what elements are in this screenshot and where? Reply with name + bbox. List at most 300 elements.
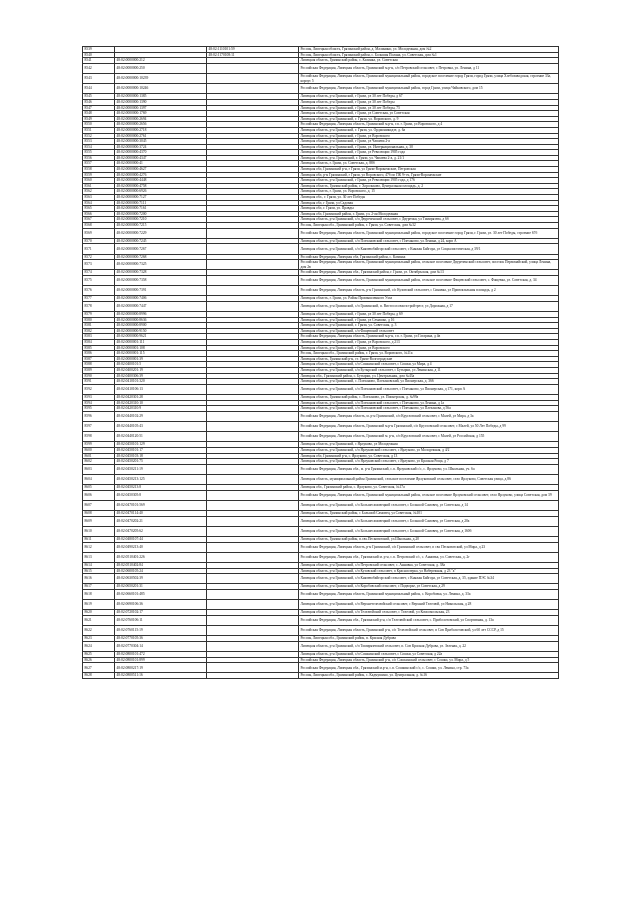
table-row [83, 626, 559, 636]
address-cell: Липецкая область, р-н Грязинский, с/п Коробовский сельсовет, с Подворье, ул Советская, д 29 [299, 584, 559, 590]
row-number-cell: 8613 [83, 552, 115, 562]
cadastral-number-cell: 48:02:0690106:36 [115, 600, 207, 610]
address-cell: Липецкая область, р-н Грязинский, с/п Плехановский сельсовет, с Плеханово, ул Плеханова, д 56а [299, 406, 559, 412]
table-row [83, 641, 559, 651]
row-number-cell: 8620 [83, 610, 115, 616]
cadastral-number-cell: 48:02:0000000:7328 [115, 270, 207, 276]
table-row [83, 615, 559, 625]
row-number-cell: 8627 [83, 663, 115, 673]
cadastral-number-cell: 48:02:0000000:9621 [115, 334, 207, 340]
address-cell: Липецкая область, г. Грязи, ул. Советская, д. 88б [299, 161, 559, 167]
cadastral-number-cell: 48:02:0470202:21 [115, 516, 207, 526]
address-cell: Липецкая область, р-н Грязинский, г Грязи, ул Революции 1905 года [299, 150, 559, 156]
table-row [83, 500, 559, 510]
cadastral-number-cell: 48:02:0410101:320 [115, 379, 207, 385]
row-number-cell: 8616 [83, 574, 115, 584]
row-number-cell: 8586 [83, 351, 115, 357]
cadastral-number-cell: 48:02:0470101:569 [115, 500, 207, 510]
cadastral-number-2-cell [207, 516, 299, 526]
table-row [83, 260, 559, 270]
address-cell: Российская Федерация, Липецкая область, р-н Грязинский, с/п Кузовский сельсовет, с Синявка, ул Привокзальная площадь, д 2 [299, 286, 559, 296]
cadastral-number-cell: 48:02:0000000:7215 [115, 223, 207, 229]
address-cell: Липецкая область, р-н Грязинский, с/п Большесамовецкий сельсовет, с Большой Самовец, ул Советская, д 20а [299, 516, 559, 526]
cadastral-number-cell: 48:02:0000000:7268 [115, 254, 207, 260]
cadastral-number-cell: 48:02:0000000:7447 [115, 301, 207, 311]
cadastral-number-cell: 48:02:0800101:899 [115, 657, 207, 663]
row-number-cell: 8566 [83, 211, 115, 217]
cadastral-number-cell: 48:02:0000000:250 [115, 63, 207, 73]
cadastral-number-cell: 48:02:0000000:7229 [115, 228, 207, 238]
row-number-cell: 8560 [83, 178, 115, 184]
cadastral-number-cell: 48:02:0000000:1385 [115, 94, 207, 100]
row-number-cell: 8598 [83, 432, 115, 442]
address-cell: Российская Федерация, Липецкая обл, Грязинский район, с. Казинка [299, 254, 559, 260]
address-cell: Липецкая область, р-н Грязинский, г Грязи, ул 30 лет Победы, д 67 [299, 94, 559, 100]
address-cell: Российская Федерация, Липецкая обл., м. р-н Грязинский, с.п. Ярлуковский с/с, с. Ярлуково, ул. Школьная, уч. 6а [299, 464, 559, 474]
table-row [83, 432, 559, 442]
cadastral-number-cell: 48:02:0450201:75 [115, 459, 207, 465]
cadastral-number-cell: 48:02:0440120:51 [115, 432, 207, 442]
address-cell: Липецкая область, р-н Грязинский, с/п Тимирязевский сельсовет, п. Сов Красная Дубрава, ул. Зеленая, д. 22 [299, 641, 559, 651]
row-number-cell: 8542 [83, 63, 115, 73]
cadastral-number-2-cell [207, 260, 299, 270]
table-row [83, 600, 559, 610]
cadastral-number-cell: 48:02:0510401:226 [115, 552, 207, 562]
row-number-cell: 8592 [83, 384, 115, 394]
cadastral-number-2-cell [207, 589, 299, 599]
address-cell: Липецкая обл., г. Грязи, ул. 30 лет Победы [299, 195, 559, 201]
cadastral-number-2-cell [207, 600, 299, 610]
table-body [83, 47, 559, 679]
row-number-cell: 8544 [83, 84, 115, 94]
row-number-cell: 8611 [83, 537, 115, 543]
row-number-cell: 8549 [83, 116, 115, 122]
address-cell: Липецкая область, р-н Грязинский, с/п Князевобайгорский сельсовет, с Княжая Байгора, ул Советская, д. 35, здание ПЭС №34 [299, 574, 559, 584]
row-number-cell: 8579 [83, 312, 115, 318]
cadastral-number-cell: 48:02:0490213:40 [115, 542, 207, 552]
cadastral-number-2-cell [207, 615, 299, 625]
address-cell: Липецкая обл., Грязинский район, с. Ярлуково, ул. Советская, №17а [299, 485, 559, 491]
address-cell: Липецкая область, р-н Грязинский, с/п Большесамовецкий сельсовет, с Большой Самовец, ул Советская, д 14 [299, 500, 559, 510]
cadastral-number-cell: 48:02:0400101:5 [115, 362, 207, 368]
row-number-cell: 8615 [83, 568, 115, 574]
cadastral-number-cell: 48:02:0450211:19 [115, 464, 207, 474]
cadastral-number-cell: 48:02:0000000:1390 [115, 99, 207, 105]
address-cell: Липецкая область, р-н Грязинский, г Грязи, ул 30 лет Победы, д 69 [299, 312, 559, 318]
row-number-cell: 8621 [83, 615, 115, 625]
cadastral-number-2-cell [207, 286, 299, 296]
address-cell: Российская Федерация, Липецкая обл., Грязинский р-н, с/п Телелюйский сельсовет, с. Приболотовский, ул Спортивная, д. 13а [299, 615, 559, 625]
row-number-cell: 8548 [83, 111, 115, 117]
cadastral-number-cell: 48:02:0770105:36 [115, 636, 207, 642]
address-cell: Российская Федерация, Липецкая область, Грязинский муниципальный район, городское поселение город Грязи, г. Грязи, ул. 30 лет Победы, строение 67б [299, 228, 559, 238]
row-number-cell: 8610 [83, 526, 115, 536]
cadastral-number-cell: 48:02:0510402:84 [115, 563, 207, 569]
row-number-cell: 8575 [83, 275, 115, 285]
address-cell: Российская Федерация, Липецкая область, Грязинский муниципальный район, сельское поселение Ярлуковский сельсовет, село Ярлуково, улица Советская, дом 39 [299, 490, 559, 500]
address-cell: Россия, Липецкая область, Грязинский район, д. Малинино, ул. Молодежная, дом №2 [299, 47, 559, 53]
cadastral-number-cell: 48:02:0000000:2656 [115, 122, 207, 128]
address-cell: Липецкая область, р-н Грязинский, с/п Ярлуковский сельсовет, с Ярлуково, ул Молодежная, д 4/2 [299, 447, 559, 453]
address-cell: Липецкая область, Грязинский район, с Большой Самовец, ул Советская, №101 [299, 511, 559, 517]
cadastral-number-cell: 48:02:0630502:39 [115, 574, 207, 584]
row-number-cell: 8622 [83, 626, 115, 636]
address-cell: Российская Федерация, Липецкая область, Грязинский муниципальный район, с. Коробовка, ул. Ленина, д. 33а [299, 589, 559, 599]
row-number-cell: 8601 [83, 453, 115, 459]
row-number-cell: 8567 [83, 217, 115, 223]
cadastral-number-cell: 48:02:0000000:7406 [115, 296, 207, 302]
row-number-cell: 8559 [83, 172, 115, 178]
address-cell: Липецкая обл, Грязинский р-н, г Грязи, ул Грязи-Воронежские, Петровская [299, 167, 559, 173]
row-number-cell: 8573 [83, 260, 115, 270]
cadastral-number-cell: 48:02:0440102:29 [115, 411, 207, 421]
cadastral-number-2-cell [207, 641, 299, 651]
cadastral-number-2-cell [207, 432, 299, 442]
cadastral-number-cell: 48:02:0000000:2694 [115, 116, 207, 122]
cadastral-number-cell: 48:02:0000000:7161 [115, 206, 207, 212]
address-cell: Липецкая область, р-н Грязинский, с/п Большесамовецкий сельсовет, с Большой Самовец, ул Советская, д 160б [299, 526, 559, 536]
cadastral-number-cell: 48:02:0000000:4627 [115, 167, 207, 173]
address-cell: Липецкая область, р-н Грязинский, с/п Грязинский, п. Вистососовхозстройтрест, ул Дорожная, д 17 [299, 301, 559, 311]
address-cell: Липецкая область, р-н Грязинский, с/п Верхнетелелюйский сельсовет, с Верхний Телелюй, ул Никольская, д 28 [299, 600, 559, 610]
cadastral-number-cell: 48:02:0000001:39 [115, 356, 207, 362]
table-row [83, 63, 559, 73]
cadastral-number-cell: 48:02:0000000:7127 [115, 195, 207, 201]
cadastral-number-cell: 48:02:0470114:40 [115, 511, 207, 517]
row-number-cell: 8562 [83, 189, 115, 195]
cadastral-number-cell: 48:02:0440105:43 [115, 421, 207, 431]
row-number-cell: 8617 [83, 584, 115, 590]
address-cell: Российская Федерация, Липецкая область, Грязинский м.р-н, г.п. г. Грязи, ул Гагарина, д 4в [299, 334, 559, 340]
cadastral-number-2-cell [207, 673, 299, 679]
cadastral-number-cell: 48:02:0000000:10246 [115, 84, 207, 94]
cadastral-number-cell: 48:02:0450213:8 [115, 485, 207, 491]
cadastral-number-cell: 48:02:0000000:7358 [115, 275, 207, 285]
address-cell: Липецкая область, р-н Грязинский, с Ярлуково, ул Молодежная [299, 442, 559, 448]
cadastral-number-cell: 48:02:0000000:4758 [115, 183, 207, 189]
address-cell: Российская Федерация, Липецкая обл., Грязинский м.р-н, с.п. Сошкинский с/с, с. Сошки, ул. Ленина, стр. 73а [299, 663, 559, 673]
address-cell: Липецкая обл, Грязинский р-н, с. Ярлуково, ул. Советская, д 13 [299, 453, 559, 459]
row-number-cell: 8583 [83, 334, 115, 340]
row-number-cell: 8603 [83, 464, 115, 474]
cadastral-number-cell: 48:02:0450213:125 [115, 474, 207, 484]
cadastral-number-2-cell [207, 63, 299, 73]
row-number-cell: 8599 [83, 442, 115, 448]
address-cell: Россия, Липецкая обл., Грязинский район, п. Красная Дубрава [299, 636, 559, 642]
row-number-cell: 8593 [83, 395, 115, 401]
cadastral-number-cell: 48:02:0650201:31 [115, 584, 207, 590]
row-number-cell: 8576 [83, 286, 115, 296]
row-number-cell: 8595 [83, 406, 115, 412]
row-number-cell: 8555 [83, 150, 115, 156]
row-number-cell: 8596 [83, 411, 115, 421]
address-cell: Липецкая область, Грязинский район, с. Казинка, ул. Советская [299, 58, 559, 64]
address-cell: Липецкая область, г. Грязи, ул. Район Промышленного Узла [299, 296, 559, 302]
address-cell: Липецкая область, р-н Грязинский, с/п Ярлуковский сельсовет, с Ярлуково, ул Красная Роща, д 7 [299, 459, 559, 465]
cadastral-number-2-cell [207, 84, 299, 94]
row-number-cell: 8571 [83, 244, 115, 254]
cadastral-number-cell: 48:02:0000000:3045 [115, 139, 207, 145]
address-cell: Россия, Липецкая обл., Грязинский район, г. Грязи, ул. Советская, дом №32 [299, 223, 559, 229]
cadastral-number-cell: 48:02:0000000:7391 [115, 286, 207, 296]
row-number-cell: 8588 [83, 362, 115, 368]
table-row [83, 526, 559, 536]
cadastral-number-cell: 48:02:0000000:9150 [115, 328, 207, 334]
address-cell: Липецкая обл, г Грязи, ул Садовая [299, 200, 559, 206]
cadastral-number-cell: 48:02:0000000:3724 [115, 144, 207, 150]
address-cell: Липецкая область, р-н Грязинский, г Грязи, ул Воровского, д 213 [299, 340, 559, 346]
row-number-cell: 8612 [83, 542, 115, 552]
row-number-cell: 8619 [83, 600, 115, 610]
table-row [83, 73, 559, 83]
row-number-cell: 8625 [83, 652, 115, 658]
cadastral-number-cell: 48:02:0000000:41 [115, 161, 207, 167]
cadastral-number-cell: 48:02:0000000:8900 [115, 323, 207, 329]
cadastral-number-cell: 48:02:0800217:19 [115, 663, 207, 673]
address-cell: Липецкая область, Грязинский район, с. Плеханово, ул. Пионерская, д. №99а [299, 395, 559, 401]
row-number-cell: 8602 [83, 459, 115, 465]
address-cell: Российская Федерация, Липецкая область, Грязинский муниципальный район, городское поселение город Грязи, город Грязи, улица Хлебозаводская, строение 33а, корпус 5 [299, 73, 559, 83]
cadastral-number-cell: 48:02:0450103:18 [115, 453, 207, 459]
cadastral-number-cell: 48:02:0470205:62 [115, 526, 207, 536]
row-number-cell: 8540 [83, 52, 115, 58]
row-number-cell: 8614 [83, 563, 115, 569]
row-number-cell: 8609 [83, 516, 115, 526]
cadastral-number-cell: 48:02:0410106:13 [115, 384, 207, 394]
address-cell: Липецкая область, р-н Грязинский, г Грязи, ул Семашко, д 16 [299, 317, 559, 323]
cadastral-number-cell: 48:02:0450101:129 [115, 442, 207, 448]
address-cell: Липецкая область, р-н Грязинский, с/п Плехановский сельсовет, с Плеханово, ул Пионерская, д 171, корп А [299, 384, 559, 394]
address-cell: Липецкая область, р-н Грязинский, г Грязи, ул Воровского [299, 133, 559, 139]
row-number-cell: 8578 [83, 301, 115, 311]
cadastral-number-2-cell [207, 73, 299, 83]
table-row [83, 542, 559, 552]
address-cell: Российская Федерация, Липецкая область, м. р-н Грязинский, с/п Кругловский сельсовет, с Малей, ул Мира, д 3а [299, 411, 559, 421]
cadastral-number-cell: 48:02:0420310:9 [115, 406, 207, 412]
cadastral-number-cell: 48:02:0660101:485 [115, 589, 207, 599]
table-row [83, 574, 559, 584]
cadastral-number-cell: 48:02:0000001:108 [115, 345, 207, 351]
cadastral-number-2-cell [207, 464, 299, 474]
cadastral-number-cell: 48:02:0000000:4276 [115, 172, 207, 178]
row-number-cell: 8604 [83, 474, 115, 484]
address-cell: Липецкая область, р-н Грязинский, г. Грязи, ул. Советская, д. 3 [299, 323, 559, 329]
cadastral-number-cell: 48:02:0000000:7245 [115, 238, 207, 244]
cadastral-number-cell: 48:02:0450101:17 [115, 447, 207, 453]
row-number-cell: 8561 [83, 183, 115, 189]
table-row [83, 673, 559, 679]
row-number-cell: 8618 [83, 589, 115, 599]
cadastral-number-cell: 48:02:0450305:8 [115, 490, 207, 500]
address-cell: Российская Федерация, Липецкая обл., Грязинский м. р-н, с.п. Петровский с/с, с. Анновка, ул. Советская, д. 2г [299, 552, 559, 562]
address-cell: Липецкая область, р-н Грязинский, с/п Плехановский сельсовет, с Плеханово, ул Ленина, д 24, корп А [299, 238, 559, 244]
address-cell: Липецкая область, р-н Грязинский, с/п Князевобайгорский сельсовет, с Княжая Байгора, ул Социалистическая, д 39/1 [299, 244, 559, 254]
row-number-cell: 8553 [83, 139, 115, 145]
row-number-cell: 8582 [83, 328, 115, 334]
cadastral-number-cell: 48:02:0760106:11 [115, 615, 207, 625]
row-number-cell: 8626 [83, 657, 115, 663]
cadastral-number-2-cell [207, 500, 299, 510]
address-cell: Российская Федерация, Липецкая область, Грязинский м.р-н Грязинский, с/п Кругловский сельсовет, с Малей, ул 50 Лет Победы, д 99 [299, 421, 559, 431]
cadastral-number-cell: 48:02:0000000:2718 [115, 127, 207, 133]
cadastral-number-2-cell: 48:02:1110101:59 [207, 47, 299, 53]
cadastral-number-2-cell [207, 526, 299, 536]
row-number-cell: 8608 [83, 511, 115, 517]
row-number-cell: 8558 [83, 167, 115, 173]
address-cell: Российская Федерация, Липецкая область, Грязинский м.р-н, г.п. г. Грязи, ул Воровского, д 4 [299, 122, 559, 128]
address-cell: Российская Федерация, Липецкая область, Грязинский м. р-н, с/п Кругловский сельсовет, с Малей, ул Российская, д 155 [299, 432, 559, 442]
table-row [83, 244, 559, 254]
cadastral-number-cell: 48:02:0420310:10 [115, 400, 207, 406]
cadastral-number-2-cell [207, 663, 299, 673]
row-number-cell: 8605 [83, 485, 115, 491]
address-cell: Липецкая область, Грязинский р-н, ст. Грязи-Волгоградские [299, 356, 559, 362]
address-cell: Липецкая обл, Грязинский район, г. Грязи, ул. 2-ая Молодежная [299, 211, 559, 217]
row-number-cell: 8591 [83, 379, 115, 385]
row-number-cell: 8557 [83, 161, 115, 167]
address-cell: Липецкая обл, р-н Грязинский, г Грязи, ул Воровского, 47б по ПК 9+сч, Грязи-Воронежские [299, 172, 559, 178]
address-cell: Липецкая область, р-н Грязинский, с/п Петровский сельсовет, с. Анновка, ул Советская, д. 38а [299, 563, 559, 569]
cadastral-number-2-cell [207, 275, 299, 285]
cadastral-number-cell: 48:02:0000000:7267 [115, 244, 207, 254]
address-cell: Липецкая обл., Грязинский район, с. Бутырки, ул. Центральная, дом №43а [299, 373, 559, 379]
row-number-cell: 8623 [83, 636, 115, 642]
cadastral-number-cell: 48:02:0770304:14 [115, 641, 207, 651]
table-row [83, 411, 559, 421]
address-cell: Липецкая область, р-н Грязинский, с. Плеханово, Плехановский, ул Пионерская, д. 366 [299, 379, 559, 385]
cadastral-number-cell: 48:02:0400306:39 [115, 373, 207, 379]
table-row [83, 384, 559, 394]
row-number-cell: 8628 [83, 673, 115, 679]
address-cell: Липецкая область, муниципальный район Грязинский, сельское поселение Ярлуковский сельсовет, село Ярлуково, Советская улица, д.86 [299, 474, 559, 484]
address-cell: Российская Федерация, Липецкая область, Грязинский р-н, с/п Сошкинский сельсовет, с Сошки, ул. Мира, д 5 [299, 657, 559, 663]
address-cell: Липецкая область, р-н Грязинский, с/п Телелюйский сельсовет, с Телелюй, ул Комсомольская, 23 [299, 610, 559, 616]
cadastral-number-2-cell: 48:02:1170108:11 [207, 52, 299, 58]
cadastral-number-cell: 48:02:0000000:4347 [115, 155, 207, 161]
row-number-cell: 8543 [83, 73, 115, 83]
cadastral-number-cell: 48:02:0800511:16 [115, 673, 207, 679]
cadastral-number-cell: 48:02:0000000:7111 [115, 200, 207, 206]
cadastral-number-cell: 48:02:0000000:7325 [115, 260, 207, 270]
cadastral-number-cell: 48:02:0760115:19 [115, 626, 207, 636]
row-number-cell: 8584 [83, 340, 115, 346]
row-number-cell: 8547 [83, 105, 115, 111]
cadastral-number-cell: 48:02:0600105:24 [115, 568, 207, 574]
table-row [83, 490, 559, 500]
cadastral-number-cell: 48:02:0000000:7200 [115, 211, 207, 217]
cadastral-number-2-cell [207, 542, 299, 552]
address-cell: Липецкая область, р-н Грязинский, г Грязи, ул Чапаева 2-а [299, 139, 559, 145]
address-cell: Российская Федерация, Липецкая область, Грязинский муниципальный район, сельское поселение Двуреченский сельсовет, поселок Первомайский, улица Ленина, дом 2в [299, 260, 559, 270]
cadastral-number-cell: 48:02:0000000:4370 [115, 150, 207, 156]
row-number-cell: 8564 [83, 200, 115, 206]
document-page [82, 46, 558, 679]
row-number-cell: 8587 [83, 356, 115, 362]
address-cell: Российская Федерация, Липецкая обл., Грязинский район, г. Грязи, ул. Октябрьская, дом №13 [299, 270, 559, 276]
row-number-cell: 8594 [83, 400, 115, 406]
cadastral-number-cell: 48:02:0000000:1769 [115, 111, 207, 117]
row-number-cell: 8565 [83, 206, 115, 212]
row-number-cell: 8546 [83, 99, 115, 105]
row-number-cell: 8550 [83, 122, 115, 128]
table-row [83, 301, 559, 311]
row-number-cell: 8541 [83, 58, 115, 64]
cadastral-number-2-cell [207, 228, 299, 238]
address-cell: Липецкая область, Грязинский район, г. Хорольково, Центральная площадь, д. 2 [299, 183, 559, 189]
row-number-cell: 8554 [83, 144, 115, 150]
row-number-cell: 8624 [83, 641, 115, 651]
address-cell: Липецкая область, р-н Грязинский, с/п Сошкинский сельсовет, с Сошки, ул Мира, д 4 [299, 362, 559, 368]
row-number-cell: 8589 [83, 368, 115, 374]
row-number-cell: 8556 [83, 155, 115, 161]
address-cell: Липецкая область, р-н Грязинский, г Грязи, ул 30 лет Победы [299, 99, 559, 105]
row-number-cell: 8585 [83, 345, 115, 351]
row-number-cell: 8563 [83, 195, 115, 201]
address-cell: Липецкая область, р-н Грязинский, с/п Плехановский сельсовет, с Плеханово, ул Ленина, д 1а [299, 400, 559, 406]
table-row [83, 516, 559, 526]
row-number-cell: 8572 [83, 254, 115, 260]
cadastral-number-2-cell [207, 421, 299, 431]
cadastral-number-cell: 48:02:0400201:19 [115, 368, 207, 374]
cadastral-number-2-cell [207, 244, 299, 254]
table-row [83, 464, 559, 474]
row-number-cell: 8574 [83, 270, 115, 276]
address-cell: Липецкая область, р-н Грязинский, г Грязи, ул Советская, ул Советская [299, 111, 559, 117]
cadastral-number-cell: 48:02:0000000:1397 [115, 105, 207, 111]
row-number-cell: 8590 [83, 373, 115, 379]
row-number-cell: 8569 [83, 228, 115, 238]
cadastral-number-cell: 48:02:0000001:111 [115, 340, 207, 346]
cadastral-number-cell: 48:02:0000000:7210 [115, 217, 207, 223]
address-cell: Липецкая область, р-н. Грязинский, г. Грязи, ул. Чапаева 2-а, д. 21/1 [299, 155, 559, 161]
table-row [83, 421, 559, 431]
table-row [83, 589, 559, 599]
cadastral-number-cell: 48:02:0480107:44 [115, 537, 207, 543]
address-cell: Липецкая область, р-н Грязинский, г Грязи, ул 30 лет Победы, 75 [299, 105, 559, 111]
table-row [83, 552, 559, 562]
address-cell: Липецкая область, р-н Грязинский, г. Грязи, ул. Орджоникидзе, д. 6а [299, 127, 559, 133]
row-number-cell: 8580 [83, 317, 115, 323]
cadastral-number-cell: 48:02:0000000:6926 [115, 189, 207, 195]
address-cell: Липецкая область, р-н Грязинский, г Грязи, ул Воровского [299, 345, 559, 351]
cadastral-number-cell: 48:02:0800101:472 [115, 652, 207, 658]
address-registry-table [82, 46, 559, 679]
row-number-cell: 8581 [83, 323, 115, 329]
row-number-cell: 8597 [83, 421, 115, 431]
table-row [83, 228, 559, 238]
row-number-cell: 8607 [83, 500, 115, 510]
address-cell: Липецкая область, г. Грязи, ул. Воровского, д. 15 [299, 189, 559, 195]
table-row [83, 275, 559, 285]
address-cell: Российская Федерация, Липецкая область, р-н Грязинский, с/п Грязинский сельсовет, п свх Песковатский, ул Мира, д 23 [299, 542, 559, 552]
cadastral-number-2-cell [207, 474, 299, 484]
cadastral-number-cell: 48:02:0000001:115 [115, 351, 207, 357]
address-cell: Липецкая область, р-н Грязинский, с/п Сошкинский сельсовет, с Сошки, ул Советская, д 22а [299, 652, 559, 658]
address-cell: Липецкая область, р-н Грязинский, с/п Бутырский сельсовет, с Бутырки, ул Ленинская, д 11 [299, 368, 559, 374]
address-cell: Российская Федерация, Липецкая область, Грязинский р-н, с/п Телелюйский сельсовет, п Сов Приболотовский, ул 60 лет СССР, д 15 [299, 626, 559, 636]
table-row [83, 663, 559, 673]
row-number-cell: 8606 [83, 490, 115, 500]
row-number-cell: 8568 [83, 223, 115, 229]
table-row [83, 474, 559, 484]
row-number-cell: 8551 [83, 127, 115, 133]
cadastral-number-2-cell [207, 626, 299, 636]
cadastral-number-2-cell [207, 384, 299, 394]
cadastral-number-2-cell [207, 574, 299, 584]
cadastral-number-cell: 48:02:0000000:2761 [115, 133, 207, 139]
cadastral-number-2-cell [207, 490, 299, 500]
row-number-cell: 8552 [83, 133, 115, 139]
